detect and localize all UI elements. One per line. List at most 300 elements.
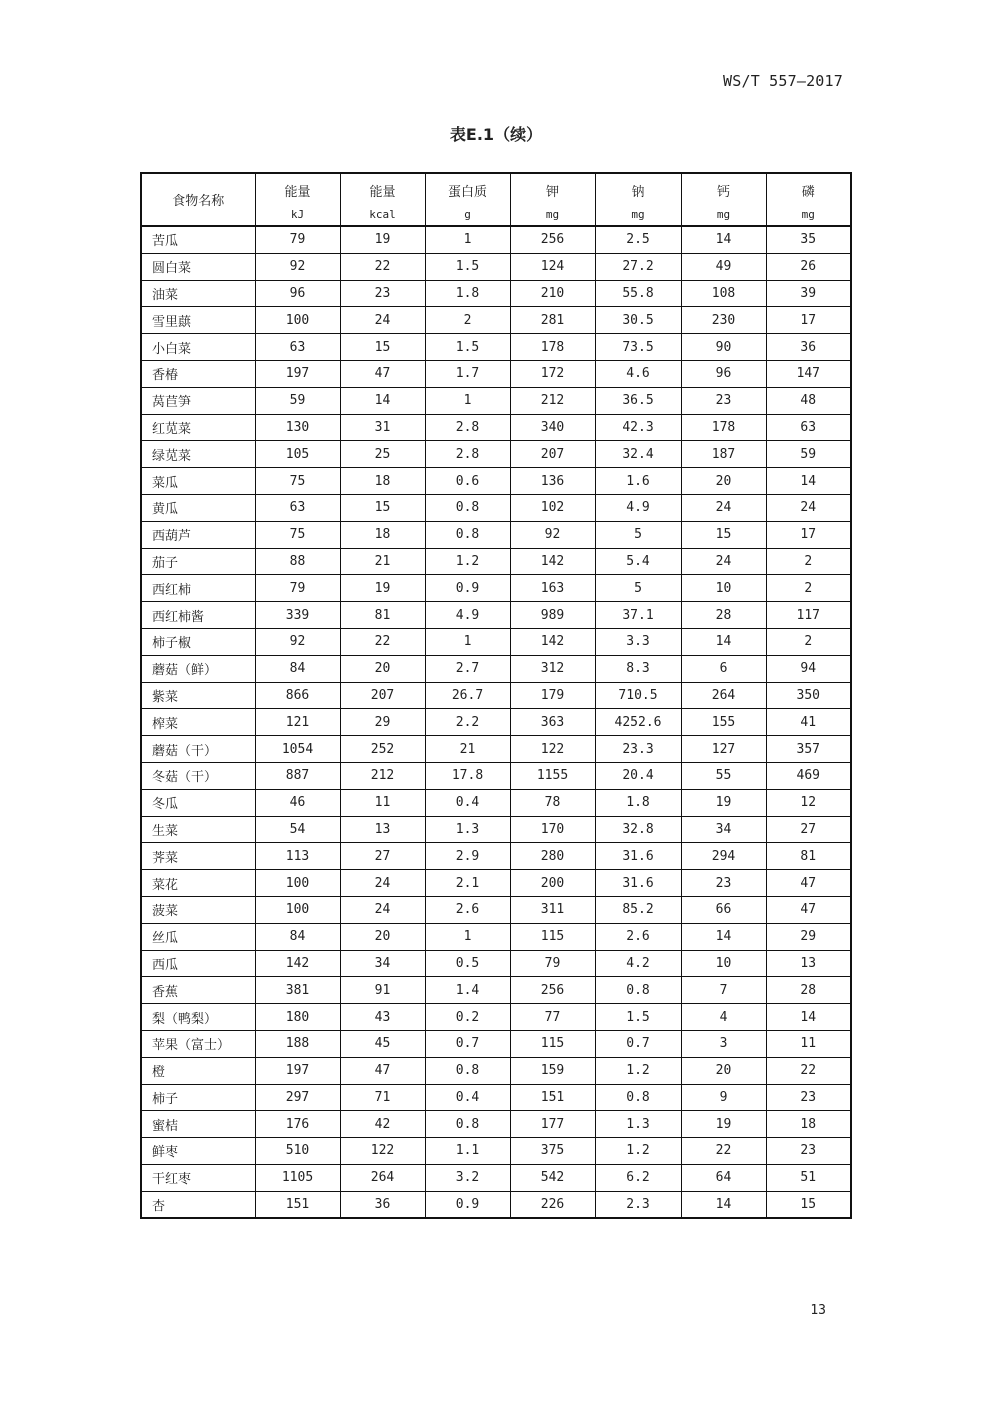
column-header-label: 能量 — [284, 184, 311, 200]
value-cell: 71 — [340, 1084, 425, 1111]
value-cell: 43 — [340, 1004, 425, 1031]
value-cell: 2.5 — [595, 226, 681, 253]
value-cell: 1.3 — [425, 816, 510, 843]
food-name-cell: 西葫芦 — [141, 521, 255, 548]
column-header-unit: kJ — [290, 207, 305, 221]
value-cell: 8.3 — [595, 655, 681, 682]
value-cell: 2.6 — [595, 923, 681, 950]
value-cell: 6 — [681, 655, 766, 682]
value-cell: 1.8 — [595, 789, 681, 816]
table-row — [141, 441, 851, 468]
value-cell: 4.6 — [595, 360, 681, 387]
food-name-cell: 梨（鸭梨） — [141, 1004, 255, 1031]
value-cell: 24 — [766, 494, 851, 521]
table-row — [141, 334, 851, 361]
food-name-cell: 荠菜 — [141, 843, 255, 870]
value-cell: 3 — [681, 1030, 766, 1057]
value-cell: 10 — [681, 950, 766, 977]
table-row — [141, 977, 851, 1004]
value-cell: 5 — [595, 575, 681, 602]
value-cell: 54 — [255, 816, 340, 843]
column-header-label: 磷 — [801, 184, 815, 200]
value-cell: 28 — [681, 602, 766, 629]
value-cell: 113 — [255, 843, 340, 870]
value-cell: 122 — [510, 736, 595, 763]
value-cell: 15 — [681, 521, 766, 548]
food-name-cell: 菠菜 — [141, 896, 255, 923]
value-cell: 29 — [340, 709, 425, 736]
food-name-cell: 香蕉 — [141, 977, 255, 1004]
table-row — [141, 655, 851, 682]
food-name-cell: 黄瓜 — [141, 494, 255, 521]
value-cell: 27 — [766, 816, 851, 843]
value-cell: 170 — [510, 816, 595, 843]
value-cell: 151 — [255, 1191, 340, 1218]
value-cell: 108 — [681, 280, 766, 307]
value-cell: 85.2 — [595, 896, 681, 923]
column-header — [255, 173, 340, 226]
value-cell: 2.6 — [425, 896, 510, 923]
value-cell: 24 — [340, 307, 425, 334]
value-cell: 11 — [766, 1030, 851, 1057]
value-cell: 19 — [340, 226, 425, 253]
value-cell: 1 — [425, 387, 510, 414]
table-row — [141, 414, 851, 441]
value-cell: 20.4 — [595, 762, 681, 789]
value-cell: 24 — [340, 870, 425, 897]
value-cell: 469 — [766, 762, 851, 789]
table-row — [141, 736, 851, 763]
value-cell: 19 — [681, 789, 766, 816]
value-cell: 14 — [766, 1004, 851, 1031]
food-name-cell: 橙 — [141, 1057, 255, 1084]
value-cell: 1.7 — [425, 360, 510, 387]
value-cell: 130 — [255, 414, 340, 441]
value-cell: 77 — [510, 1004, 595, 1031]
value-cell: 2.2 — [425, 709, 510, 736]
value-cell: 100 — [255, 896, 340, 923]
value-cell: 55.8 — [595, 280, 681, 307]
value-cell: 357 — [766, 736, 851, 763]
value-cell: 294 — [681, 843, 766, 870]
food-name-cell: 冬菇（干） — [141, 762, 255, 789]
table-row — [141, 1030, 851, 1057]
value-cell: 4.2 — [595, 950, 681, 977]
table-row — [141, 1004, 851, 1031]
value-cell: 350 — [766, 682, 851, 709]
value-cell: 22 — [340, 253, 425, 280]
food-name-cell: 蜜桔 — [141, 1111, 255, 1138]
value-cell: 32.8 — [595, 816, 681, 843]
value-cell: 78 — [510, 789, 595, 816]
value-cell: 207 — [340, 682, 425, 709]
food-name-cell: 圆白菜 — [141, 253, 255, 280]
value-cell: 142 — [510, 628, 595, 655]
value-cell: 312 — [510, 655, 595, 682]
value-cell: 75 — [255, 468, 340, 495]
value-cell: 35 — [766, 226, 851, 253]
value-cell: 13 — [766, 950, 851, 977]
column-header-label: 蛋白质 — [447, 184, 487, 200]
column-header — [681, 173, 766, 226]
value-cell: 1.3 — [595, 1111, 681, 1138]
value-cell: 264 — [681, 682, 766, 709]
value-cell: 30.5 — [595, 307, 681, 334]
value-cell: 0.9 — [425, 1191, 510, 1218]
value-cell: 17 — [766, 521, 851, 548]
value-cell: 0.8 — [595, 1084, 681, 1111]
table-row — [141, 468, 851, 495]
value-cell: 0.7 — [425, 1030, 510, 1057]
value-cell: 100 — [255, 307, 340, 334]
value-cell: 127 — [681, 736, 766, 763]
column-header-unit: mg — [801, 207, 815, 221]
value-cell: 542 — [510, 1164, 595, 1191]
table-row — [141, 494, 851, 521]
food-name-cell: 油菜 — [141, 280, 255, 307]
value-cell: 47 — [766, 896, 851, 923]
value-cell: 0.8 — [425, 1111, 510, 1138]
value-cell: 281 — [510, 307, 595, 334]
food-name-cell: 生菜 — [141, 816, 255, 843]
value-cell: 163 — [510, 575, 595, 602]
food-name-cell: 杏 — [141, 1191, 255, 1218]
value-cell: 2 — [766, 575, 851, 602]
food-name-cell: 西红柿 — [141, 575, 255, 602]
value-cell: 14 — [681, 226, 766, 253]
column-header-unit: mg — [716, 207, 731, 221]
value-cell: 2 — [766, 628, 851, 655]
table-row — [141, 843, 851, 870]
value-cell: 1.8 — [425, 280, 510, 307]
value-cell: 102 — [510, 494, 595, 521]
value-cell: 2 — [766, 548, 851, 575]
standard-code: WS/T 557—2017 — [723, 72, 843, 90]
value-cell: 14 — [681, 1191, 766, 1218]
value-cell: 180 — [255, 1004, 340, 1031]
food-name-cell: 菜瓜 — [141, 468, 255, 495]
food-name-cell: 红苋菜 — [141, 414, 255, 441]
value-cell: 21 — [425, 736, 510, 763]
value-cell: 121 — [255, 709, 340, 736]
value-cell: 0.8 — [425, 494, 510, 521]
value-cell: 23 — [340, 280, 425, 307]
value-cell: 4 — [681, 1004, 766, 1031]
value-cell: 1054 — [255, 736, 340, 763]
value-cell: 45 — [340, 1030, 425, 1057]
food-name-cell: 茄子 — [141, 548, 255, 575]
value-cell: 92 — [510, 521, 595, 548]
value-cell: 17.8 — [425, 762, 510, 789]
value-cell: 5.4 — [595, 548, 681, 575]
value-cell: 12 — [766, 789, 851, 816]
value-cell: 96 — [681, 360, 766, 387]
value-cell: 142 — [255, 950, 340, 977]
value-cell: 19 — [340, 575, 425, 602]
value-cell: 7 — [681, 977, 766, 1004]
value-cell: 0.6 — [425, 468, 510, 495]
value-cell: 59 — [766, 441, 851, 468]
value-cell: 177 — [510, 1111, 595, 1138]
value-cell: 2.3 — [595, 1191, 681, 1218]
column-header — [425, 173, 510, 226]
table-row — [141, 896, 851, 923]
value-cell: 1.2 — [595, 1138, 681, 1165]
table-row — [141, 682, 851, 709]
value-cell: 22 — [766, 1057, 851, 1084]
value-cell: 1.5 — [425, 253, 510, 280]
food-name-cell: 紫菜 — [141, 682, 255, 709]
value-cell: 31.6 — [595, 870, 681, 897]
value-cell: 155 — [681, 709, 766, 736]
column-header-label: 能量 — [369, 184, 396, 200]
value-cell: 15 — [340, 494, 425, 521]
value-cell: 79 — [255, 226, 340, 253]
food-name-cell: 小白菜 — [141, 334, 255, 361]
column-header-unit: g — [464, 207, 471, 221]
value-cell: 1.5 — [595, 1004, 681, 1031]
value-cell: 47 — [340, 1057, 425, 1084]
value-cell: 4.9 — [595, 494, 681, 521]
value-cell: 20 — [681, 1057, 766, 1084]
food-name-cell: 榨菜 — [141, 709, 255, 736]
value-cell: 207 — [510, 441, 595, 468]
value-cell: 178 — [510, 334, 595, 361]
value-cell: 100 — [255, 870, 340, 897]
table-row — [141, 1111, 851, 1138]
table-row — [141, 226, 851, 253]
value-cell: 18 — [766, 1111, 851, 1138]
value-cell: 11 — [340, 789, 425, 816]
food-name-cell: 苹果（富士） — [141, 1030, 255, 1057]
value-cell: 63 — [766, 414, 851, 441]
value-cell: 42.3 — [595, 414, 681, 441]
value-cell: 15 — [766, 1191, 851, 1218]
value-cell: 187 — [681, 441, 766, 468]
value-cell: 24 — [681, 494, 766, 521]
page-number: 13 — [810, 1303, 826, 1318]
value-cell: 0.4 — [425, 1084, 510, 1111]
value-cell: 63 — [255, 334, 340, 361]
value-cell: 105 — [255, 441, 340, 468]
value-cell: 1.4 — [425, 977, 510, 1004]
value-cell: 23 — [766, 1138, 851, 1165]
value-cell: 1105 — [255, 1164, 340, 1191]
value-cell: 79 — [510, 950, 595, 977]
table-row — [141, 307, 851, 334]
table-row — [141, 1191, 851, 1218]
table-row — [141, 923, 851, 950]
table-row — [141, 387, 851, 414]
value-cell: 17 — [766, 307, 851, 334]
value-cell: 46 — [255, 789, 340, 816]
value-cell: 18 — [340, 521, 425, 548]
food-name-cell: 柿子椒 — [141, 628, 255, 655]
value-cell: 176 — [255, 1111, 340, 1138]
value-cell: 381 — [255, 977, 340, 1004]
value-cell: 212 — [340, 762, 425, 789]
value-cell: 96 — [255, 280, 340, 307]
value-cell: 710.5 — [595, 682, 681, 709]
value-cell: 55 — [681, 762, 766, 789]
food-name-cell: 柿子 — [141, 1084, 255, 1111]
table-header — [141, 173, 851, 226]
value-cell: 31.6 — [595, 843, 681, 870]
value-cell: 866 — [255, 682, 340, 709]
table-body — [141, 226, 851, 1218]
value-cell: 26.7 — [425, 682, 510, 709]
table-row — [141, 1164, 851, 1191]
value-cell: 1 — [425, 923, 510, 950]
value-cell: 42 — [340, 1111, 425, 1138]
value-cell: 19 — [681, 1111, 766, 1138]
column-header-label: 钙 — [716, 184, 730, 200]
value-cell: 81 — [766, 843, 851, 870]
value-cell: 84 — [255, 655, 340, 682]
table-row — [141, 280, 851, 307]
value-cell: 2.1 — [425, 870, 510, 897]
value-cell: 197 — [255, 1057, 340, 1084]
table-row — [141, 816, 851, 843]
value-cell: 24 — [681, 548, 766, 575]
value-cell: 1 — [425, 628, 510, 655]
value-cell: 47 — [766, 870, 851, 897]
value-cell: 15 — [340, 334, 425, 361]
value-cell: 14 — [681, 923, 766, 950]
value-cell: 188 — [255, 1030, 340, 1057]
column-header-label: 钠 — [631, 184, 645, 200]
value-cell: 66 — [681, 896, 766, 923]
value-cell: 122 — [340, 1138, 425, 1165]
column-header-unit: mg — [545, 207, 560, 221]
value-cell: 20 — [340, 655, 425, 682]
food-name-cell: 绿苋菜 — [141, 441, 255, 468]
value-cell: 48 — [766, 387, 851, 414]
value-cell: 37.1 — [595, 602, 681, 629]
value-cell: 10 — [681, 575, 766, 602]
table-row — [141, 521, 851, 548]
value-cell: 47 — [340, 360, 425, 387]
column-header-food-name — [141, 173, 255, 226]
value-cell: 3.2 — [425, 1164, 510, 1191]
food-name-cell: 西红柿酱 — [141, 602, 255, 629]
value-cell: 375 — [510, 1138, 595, 1165]
value-cell: 28 — [766, 977, 851, 1004]
value-cell: 117 — [766, 602, 851, 629]
value-cell: 2 — [425, 307, 510, 334]
value-cell: 13 — [340, 816, 425, 843]
value-cell: 0.9 — [425, 575, 510, 602]
value-cell: 88 — [255, 548, 340, 575]
value-cell: 41 — [766, 709, 851, 736]
column-header — [595, 173, 681, 226]
value-cell: 23 — [766, 1084, 851, 1111]
value-cell: 34 — [340, 950, 425, 977]
column-header-label: 食物名称 — [172, 194, 225, 209]
value-cell: 59 — [255, 387, 340, 414]
value-cell: 197 — [255, 360, 340, 387]
table-row — [141, 628, 851, 655]
value-cell: 2.8 — [425, 414, 510, 441]
column-header-unit: mg — [631, 207, 645, 221]
value-cell: 29 — [766, 923, 851, 950]
column-header — [510, 173, 595, 226]
value-cell: 31 — [340, 414, 425, 441]
column-header — [340, 173, 425, 226]
value-cell: 3.3 — [595, 628, 681, 655]
value-cell: 84 — [255, 923, 340, 950]
value-cell: 63 — [255, 494, 340, 521]
value-cell: 34 — [681, 816, 766, 843]
column-header-label: 钾 — [545, 184, 559, 200]
value-cell: 21 — [340, 548, 425, 575]
value-cell: 0.8 — [595, 977, 681, 1004]
value-cell: 2.7 — [425, 655, 510, 682]
value-cell: 75 — [255, 521, 340, 548]
food-name-cell: 冬瓜 — [141, 789, 255, 816]
food-name-cell: 鲜枣 — [141, 1138, 255, 1165]
value-cell: 142 — [510, 548, 595, 575]
header-row — [141, 173, 851, 226]
table-row — [141, 1138, 851, 1165]
value-cell: 36 — [766, 334, 851, 361]
value-cell: 200 — [510, 870, 595, 897]
value-cell: 115 — [510, 1030, 595, 1057]
value-cell: 9 — [681, 1084, 766, 1111]
value-cell: 20 — [340, 923, 425, 950]
table-row — [141, 360, 851, 387]
value-cell: 136 — [510, 468, 595, 495]
value-cell: 94 — [766, 655, 851, 682]
value-cell: 24 — [340, 896, 425, 923]
value-cell: 252 — [340, 736, 425, 763]
value-cell: 1.2 — [595, 1057, 681, 1084]
value-cell: 230 — [681, 307, 766, 334]
value-cell: 297 — [255, 1084, 340, 1111]
value-cell: 92 — [255, 628, 340, 655]
table-row — [141, 709, 851, 736]
value-cell: 27 — [340, 843, 425, 870]
value-cell: 887 — [255, 762, 340, 789]
food-name-cell: 菜花 — [141, 870, 255, 897]
table-row — [141, 762, 851, 789]
value-cell: 73.5 — [595, 334, 681, 361]
value-cell: 159 — [510, 1057, 595, 1084]
value-cell: 0.5 — [425, 950, 510, 977]
value-cell: 14 — [681, 628, 766, 655]
value-cell: 212 — [510, 387, 595, 414]
value-cell: 27.2 — [595, 253, 681, 280]
column-header — [766, 173, 851, 226]
value-cell: 151 — [510, 1084, 595, 1111]
value-cell: 179 — [510, 682, 595, 709]
food-name-cell: 雪里蕻 — [141, 307, 255, 334]
value-cell: 23 — [681, 870, 766, 897]
value-cell: 1.1 — [425, 1138, 510, 1165]
table-row — [141, 950, 851, 977]
value-cell: 147 — [766, 360, 851, 387]
food-name-cell: 苦瓜 — [141, 226, 255, 253]
value-cell: 14 — [340, 387, 425, 414]
table-row — [141, 1057, 851, 1084]
value-cell: 36 — [340, 1191, 425, 1218]
value-cell: 5 — [595, 521, 681, 548]
value-cell: 51 — [766, 1164, 851, 1191]
table-row — [141, 789, 851, 816]
table-row — [141, 602, 851, 629]
value-cell: 6.2 — [595, 1164, 681, 1191]
value-cell: 1.2 — [425, 548, 510, 575]
